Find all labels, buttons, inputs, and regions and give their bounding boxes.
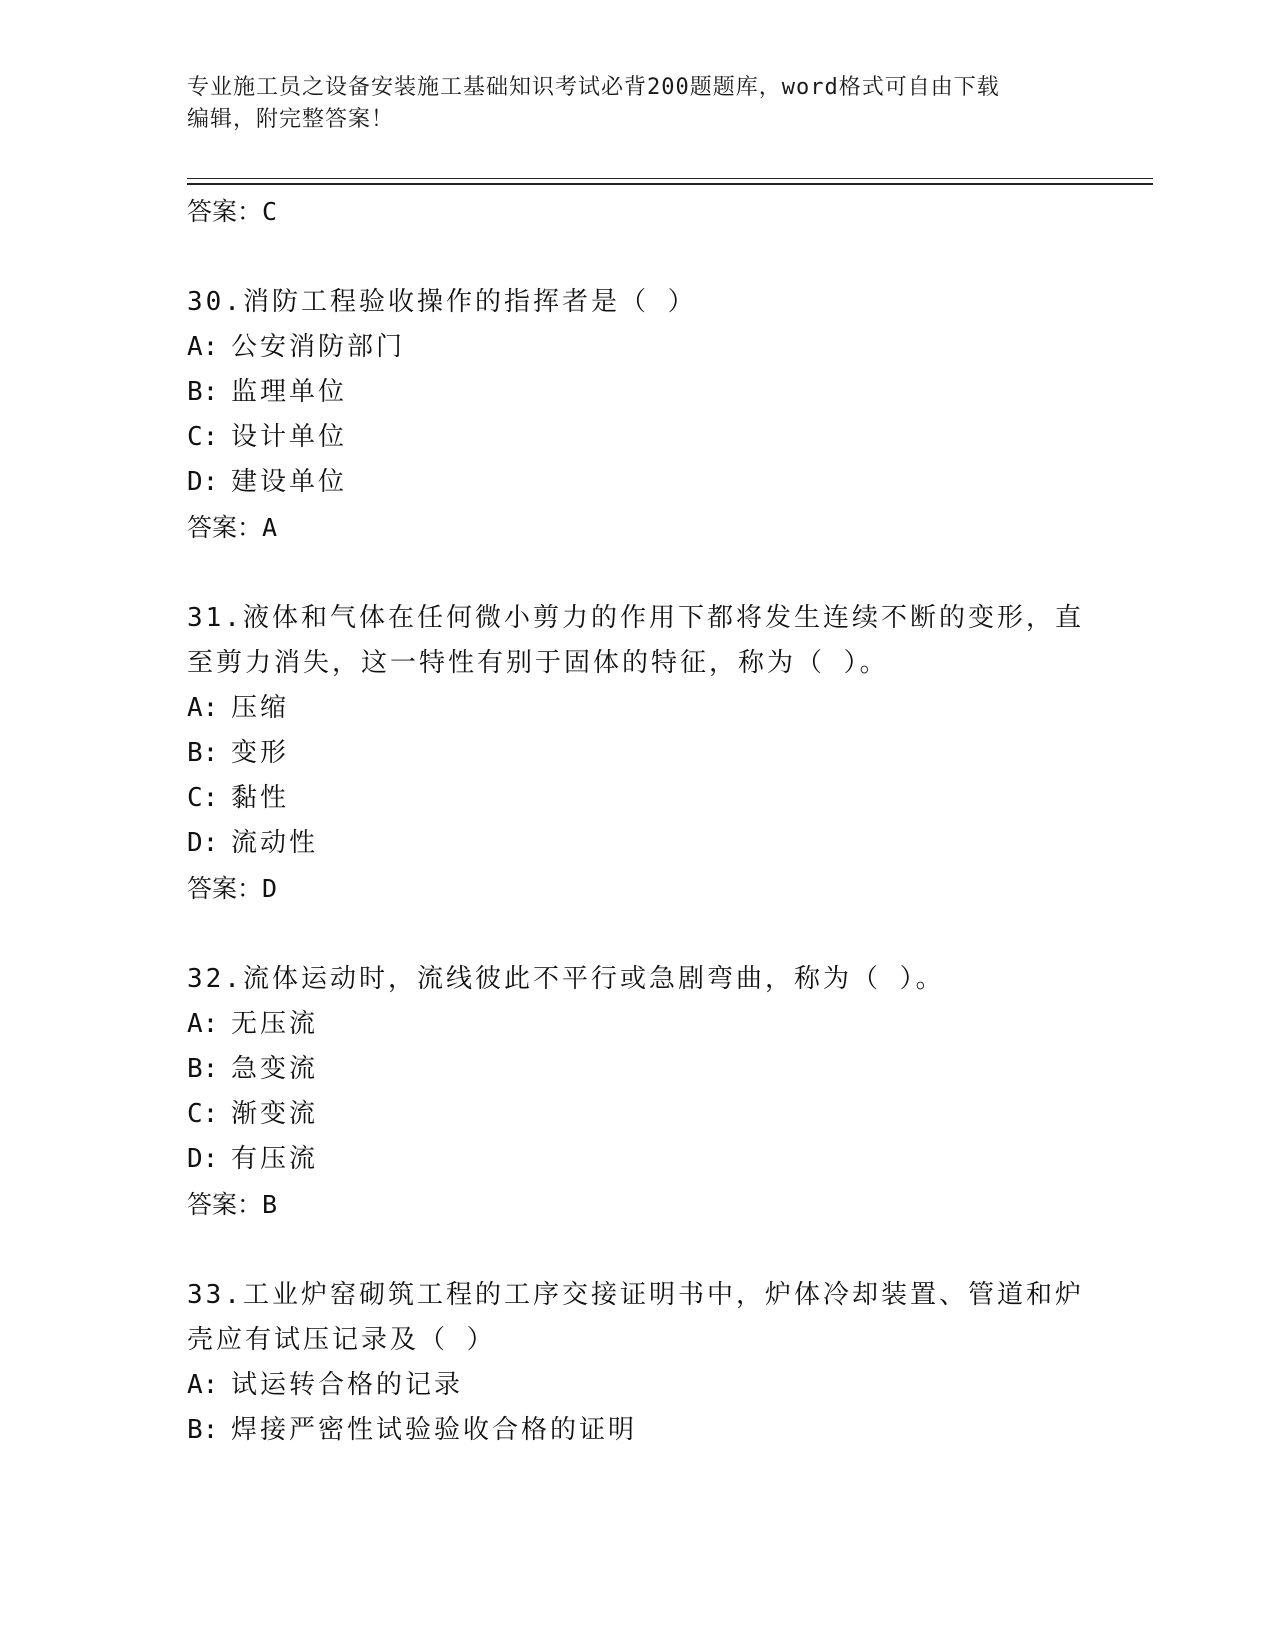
option-c	[187, 776, 1087, 821]
option-text: 渐变流	[231, 1099, 319, 1129]
header-title-line2: 编辑，附完整答案！	[187, 107, 395, 132]
option-c	[187, 415, 1087, 460]
question-stem-line1: 33.工业炉窑砌筑工程的工序交接证明书中，炉体冷却装置、管道和炉	[187, 1280, 1084, 1310]
option-text: 黏性	[231, 783, 290, 813]
question-answer	[187, 1182, 1087, 1227]
option-text: 无压流	[231, 1009, 319, 1039]
option-text: 流动性	[231, 828, 319, 858]
previous-answer	[187, 189, 1087, 234]
option-a	[187, 1363, 1087, 1408]
question-stem-line2: 至剪力消失，这一特性有别于固体的特征，称为（ ）。	[187, 648, 889, 678]
option-key: B:	[187, 377, 219, 407]
question-32	[187, 957, 1087, 1227]
option-key: C:	[187, 783, 219, 813]
answer-value: A	[262, 513, 278, 542]
option-text: 设计单位	[231, 422, 348, 452]
header-divider-thick	[187, 183, 1153, 185]
option-key: C:	[187, 1099, 219, 1129]
answer-label: 答案：	[187, 1190, 263, 1219]
option-d	[187, 1137, 1087, 1182]
question-answer	[187, 866, 1087, 911]
option-key: A:	[187, 1370, 219, 1400]
option-text: 建设单位	[231, 467, 348, 497]
option-text: 急变流	[231, 1054, 319, 1084]
question-31	[187, 596, 1087, 911]
option-b	[187, 731, 1087, 776]
question-answer	[187, 505, 1087, 550]
answer-label: 答案：	[187, 197, 263, 226]
option-text: 监理单位	[231, 377, 348, 407]
question-stem-line1: 31.液体和气体在任何微小剪力的作用下都将发生连续不断的变形，直	[187, 603, 1084, 633]
option-text: 试运转合格的记录	[231, 1370, 464, 1400]
option-a	[187, 1002, 1087, 1047]
option-d	[187, 821, 1087, 866]
option-b	[187, 1408, 1087, 1453]
question-stem-line2: 壳应有试压记录及（ ）	[187, 1325, 496, 1355]
answer-label: 答案：	[187, 874, 263, 903]
answer-value: C	[262, 197, 278, 226]
option-key: A:	[187, 1009, 219, 1039]
question-stem: 32.流体运动时，流线彼此不平行或急剧弯曲，称为（ ）。	[187, 964, 945, 994]
option-key: A:	[187, 332, 219, 362]
option-text: 压缩	[231, 693, 290, 723]
option-text: 焊接严密性试验验收合格的证明	[231, 1415, 638, 1445]
header-divider-thin	[187, 178, 1153, 179]
option-a	[187, 686, 1087, 731]
option-key: A:	[187, 693, 219, 723]
option-key: B:	[187, 1415, 219, 1445]
answer-value: B	[262, 1190, 278, 1219]
option-key: D:	[187, 467, 219, 497]
option-text: 有压流	[231, 1144, 319, 1174]
option-b	[187, 1047, 1087, 1092]
document-header	[187, 72, 1067, 136]
question-stem	[187, 1273, 1087, 1363]
question-33	[187, 1273, 1087, 1453]
answer-value: D	[262, 874, 278, 903]
option-key: D:	[187, 1144, 219, 1174]
option-text: 公安消防部门	[231, 332, 406, 362]
answer-label: 答案：	[187, 513, 263, 542]
option-b	[187, 370, 1087, 415]
option-key: B:	[187, 738, 219, 768]
question-stem: 30.消防工程验收操作的指挥者是（ ）	[187, 287, 697, 317]
question-list	[187, 189, 1087, 1453]
option-text: 变形	[231, 738, 290, 768]
header-title-line1: 专业施工员之设备安装施工基础知识考试必背200题题库，word格式可自由下载	[187, 75, 1000, 100]
option-d	[187, 460, 1087, 505]
option-c	[187, 1092, 1087, 1137]
option-a	[187, 325, 1087, 370]
option-key: B:	[187, 1054, 219, 1084]
question-stem	[187, 596, 1087, 686]
question-30	[187, 280, 1087, 550]
option-key: D:	[187, 828, 219, 858]
option-key: C:	[187, 422, 219, 452]
